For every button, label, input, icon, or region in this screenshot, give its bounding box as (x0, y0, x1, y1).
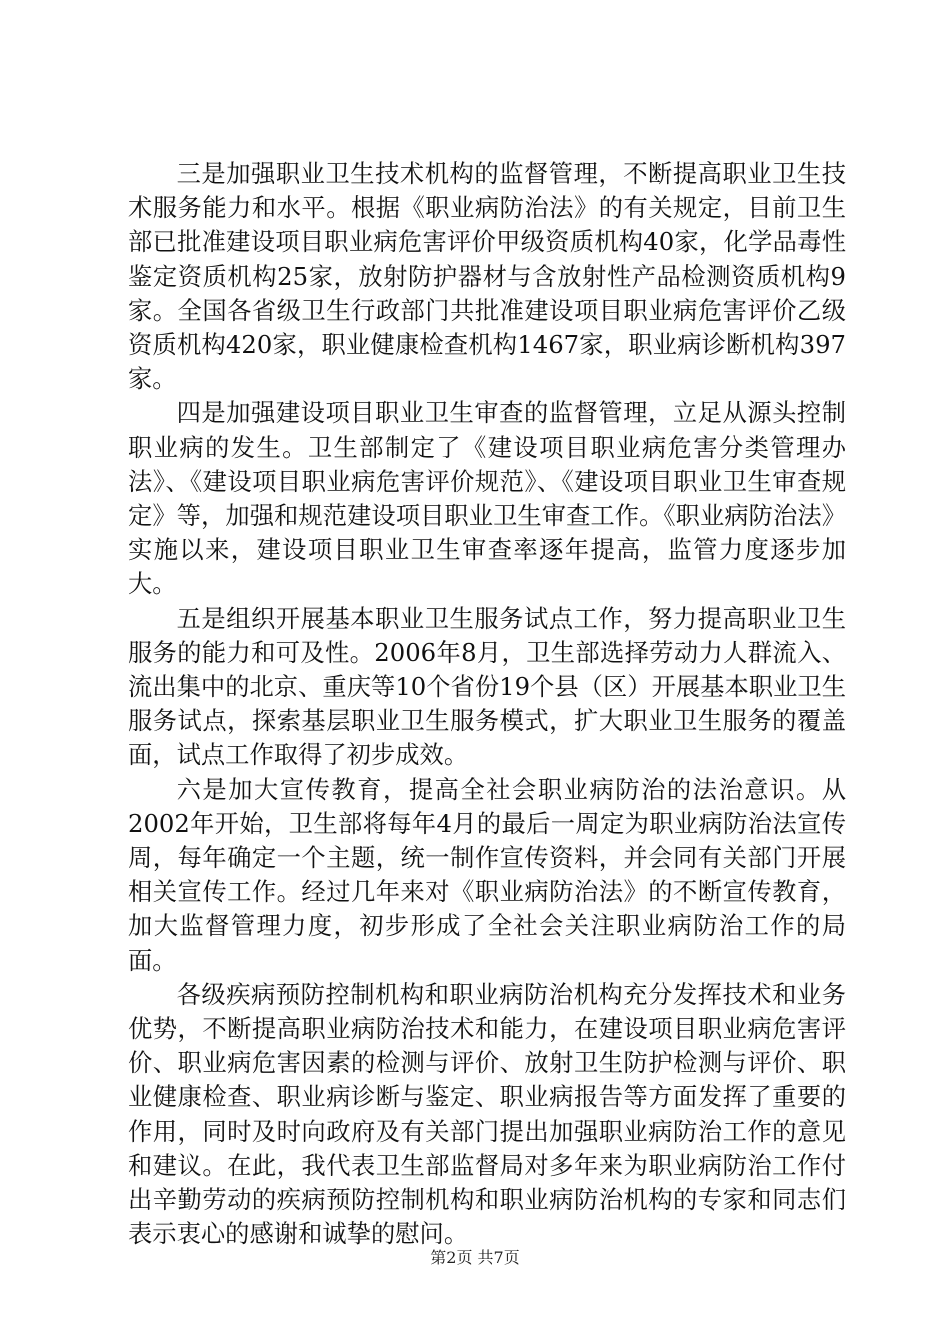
paragraph-5: 五是组织开展基本职业卫生服务试点工作，努力提高职业卫生服务的能力和可及性。2006年8月，卫生部选择劳动力人群流入、流出集中的北京、重庆等10个省份19个县（区）开展基本职业卫生服务试点，探索基层职业卫生服务模式，扩大职业卫生服务的覆盖面，试点工作取得了初步成效。 (128, 603, 846, 770)
paragraph-4: 四是加强建设项目职业卫生审查的监督管理，立足从源头控制职业病的发生。卫生部制定了《建设项目职业病危害分类管理办法》、《建设项目职业病危害评价规范》、《建设项目职业卫生审查规定》等，加强和规范建设项目职业卫生审查工作。《职业病防治法》实施以来，建设项目职业卫生审查率逐年提高，监管力度逐步加大。 (128, 398, 846, 599)
paragraph-closing: 各级疾病预防控制机构和职业病防治机构充分发挥技术和业务优势，不断提高职业病防治技术和能力，在建设项目职业病危害评价、职业病危害因素的检测与评价、放射卫生防护检测与评价、职业健康检查、职业病诊断与鉴定、职业病报告等方面发挥了重要的作用，同时及时向政府及有关部门提出加强职业病防治工作的意见和建议。在此，我代表卫生部监督局对多年来为职业病防治工作付出辛勤劳动的疾病预防控制机构和职业病防治机构的专家和同志们表示衷心的感谢和诚挚的慰问。 (128, 979, 846, 1249)
paragraph-6: 六是加大宣传教育，提高全社会职业病防治的法治意识。从2002年开始，卫生部将每年4月的最后一周定为职业病防治法宣传周，每年确定一个主题，统一制作宣传资料，并会同有关部门开展相关宣传工作。经过几年来对《职业病防治法》的不断宣传教育，加大监督管理力度，初步形成了全社会关注职业病防治工作的局面。 (128, 774, 846, 975)
paragraph-3: 三是加强职业卫生技术机构的监督管理，不断提高职业卫生技术服务能力和水平。根据《职业病防治法》的有关规定，目前卫生部已批准建设项目职业病危害评价甲级资质机构40家，化学品毒性鉴定资质机构25家，放射防护器材与含放射性产品检测资质机构9家。全国各省级卫生行政部门共批准建设项目职业病危害评价乙级资质机构420家，职业健康检查机构1467家，职业病诊断机构397家。 (128, 159, 846, 394)
page-footer: 第2页 共7页 (430, 1248, 520, 1267)
document-body (128, 157, 846, 1252)
